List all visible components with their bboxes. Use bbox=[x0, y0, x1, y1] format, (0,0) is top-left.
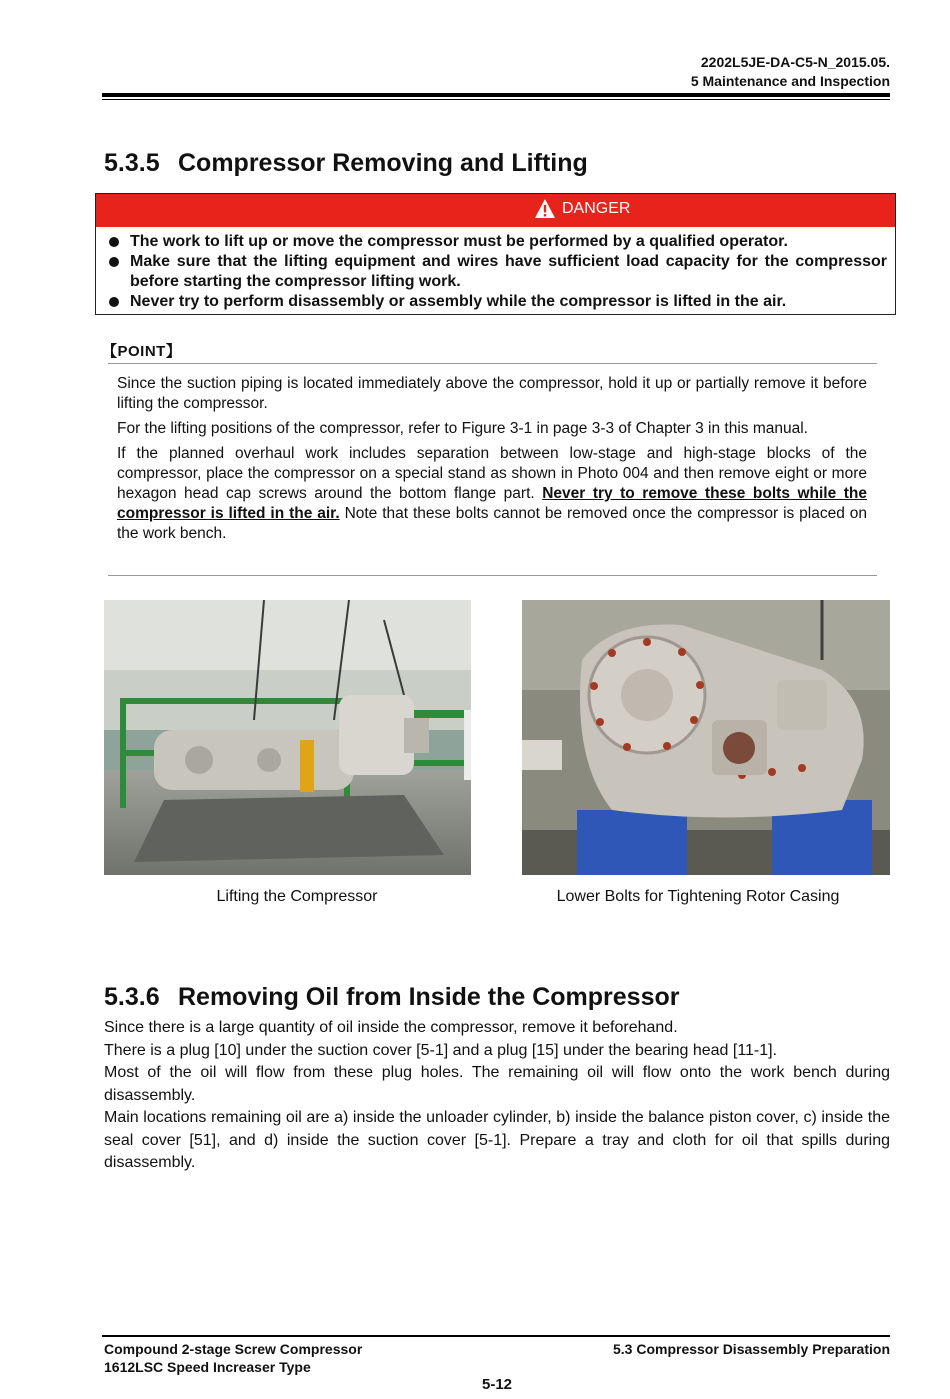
photo2-caption: Lower Bolts for Tightening Rotor Casing bbox=[556, 888, 840, 905]
section-title: Removing Oil from Inside the Compressor bbox=[178, 983, 680, 1011]
danger-bar bbox=[96, 194, 895, 227]
header-rule-thin bbox=[102, 99, 890, 100]
document-header bbox=[691, 53, 890, 91]
body-paragraph: Since there is a large quantity of oil inside the compressor, remove it beforehand. bbox=[104, 1019, 678, 1036]
point-rule-top bbox=[108, 363, 877, 364]
section-title: Compressor Removing and Lifting bbox=[178, 149, 588, 177]
footer-section: 5.3 Compressor Disassembly Preparation bbox=[612, 1341, 890, 1357]
body-paragraph: There is a plug [10] under the suction cover [5-1] and a plug [15] under the bearing head [11-1]. bbox=[104, 1041, 778, 1059]
section-number: 5.3.6 bbox=[104, 983, 160, 1011]
footer-left bbox=[104, 1340, 362, 1376]
footer-product: Compound 2-stage Screw Compressor bbox=[104, 1341, 363, 1357]
body-paragraph: Most of the oil will flow from these plug holes. The remaining oil will flow onto the work bench during disassembly. bbox=[104, 1064, 890, 1104]
point-warning-underlined: Never try to remove these bolts while the compressor is lifted in the air. bbox=[117, 485, 867, 522]
photo1-caption: Lifting the Compressor bbox=[216, 888, 378, 905]
point-rule-bottom bbox=[108, 575, 877, 576]
danger-header bbox=[534, 198, 630, 220]
point-text bbox=[117, 374, 867, 549]
section-number: 5.3.5 bbox=[104, 149, 160, 177]
point-text-a: If the planned overhaul work includes separation between low-stage and high-stage blocks of the compressor, place the compressor on a special stand as shown in Photo 004 and then remove eight or more hexagon head cap screws around the bottom flange part. bbox=[117, 445, 867, 502]
footer-rule bbox=[102, 1335, 890, 1337]
body-paragraph: Main locations remaining oil are a) inside the unloader cylinder, b) inside the balance piston cover, c) inside the seal cover [51], and d) inside the suction cover [5-1]. Prepare a tray and cloth for oil that spills during disassembly. bbox=[104, 1109, 890, 1171]
header-rule-thick bbox=[102, 93, 890, 97]
footer-type: 1612LSC Speed Increaser Type bbox=[104, 1359, 311, 1375]
danger-list bbox=[96, 227, 895, 312]
point-paragraph bbox=[117, 444, 867, 544]
point-label: 【POINT】 bbox=[102, 343, 182, 360]
chapter-title: 5 Maintenance and Inspection bbox=[690, 73, 890, 89]
page-number: 5-12 bbox=[481, 1376, 513, 1393]
photo-lower-bolts bbox=[522, 600, 890, 875]
section2-body bbox=[104, 1017, 890, 1175]
point-text-b: Note that these bolts cannot be removed once the compressor is placed on the work bench. bbox=[117, 505, 867, 542]
danger-item: Make sure that the lifting equipment and wires have sufficient load capacity for the compressor before starting the compressor lifting work. bbox=[106, 252, 887, 292]
section-heading-5-3-6 bbox=[104, 983, 679, 1012]
section-heading-5-3-5 bbox=[104, 149, 588, 178]
point-paragraph: Since the suction piping is located immediately above the compressor, hold it up or partially remove it before lifting the compressor. bbox=[117, 375, 867, 412]
point-paragraph: For the lifting positions of the compressor, refer to Figure 3-1 in page 3-3 of Chapter 3 in this manual. bbox=[117, 420, 808, 437]
warning-icon bbox=[534, 198, 556, 220]
photo-lifting-compressor bbox=[104, 600, 471, 875]
danger-item: Never try to perform disassembly or assembly while the compressor is lifted in the air. bbox=[106, 292, 887, 312]
danger-box bbox=[95, 193, 896, 315]
doc-id: 2202L5JE-DA-C5-N_2015.05. bbox=[700, 54, 890, 70]
danger-item: The work to lift up or move the compressor must be performed by a qualified operator. bbox=[106, 232, 887, 252]
danger-label: DANGER bbox=[562, 200, 631, 217]
